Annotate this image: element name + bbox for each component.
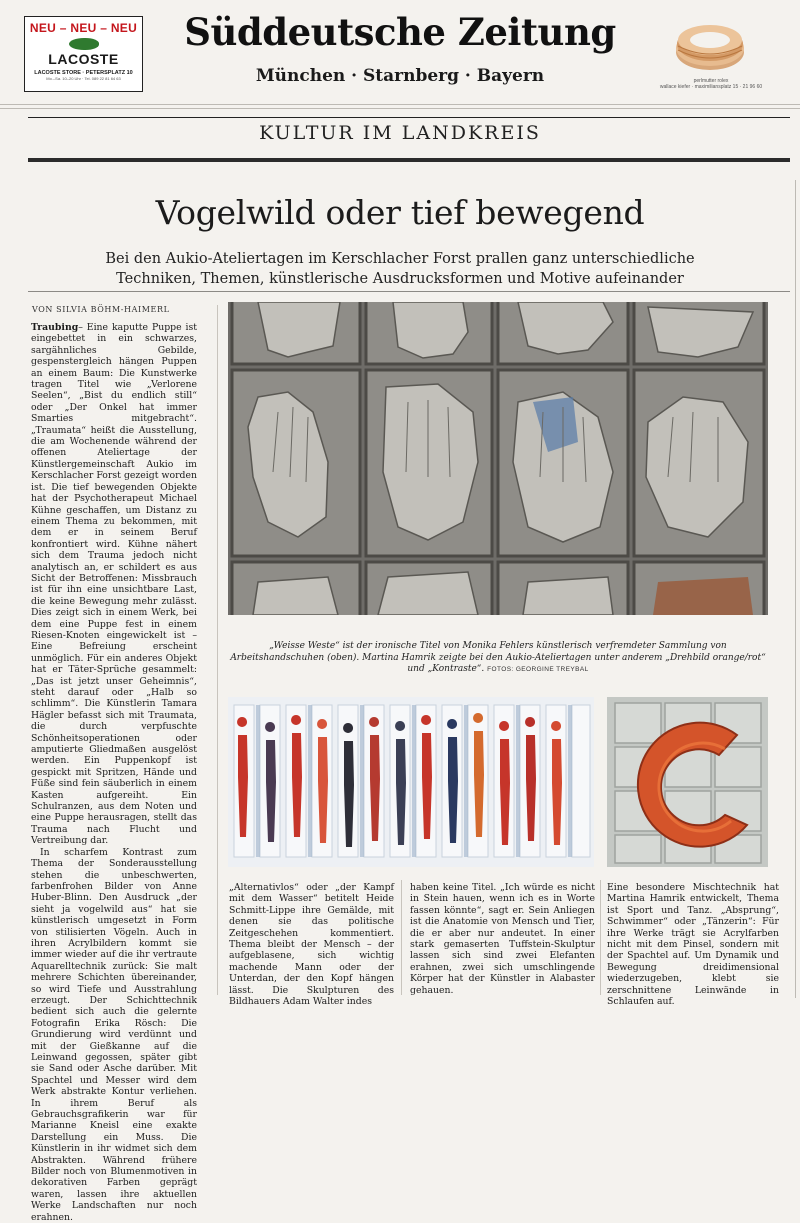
section-rule-top: [28, 117, 790, 118]
paragraph: In scharfem Kontrast zum Thema der Sonderausstellung stehen die unbeschwerten, farbenfrohen Bilder von Anne Huber-Blinn. Den Ausdruck „der sieht ja vogelwild aus“ hat sie künstlerisch umgesetzt in Form von stilisierten Vögeln. Auch in ihren Acrylbildern kommt sie immer wieder auf die ihr vertraute Aquarelltechnik zurück: Sie malt mehrere Schichten übereinander, so wird Tiefe und Ausstrahlung erzeugt. Der Schichttechnik bedient sich auch die gelernte Fotografin Erika Rösch: Die Grundierung wird verdünnt und mit der Gießkanne auf die Leinwand gegossen, später gibt sie Sand oder Asche darüber. Mit Spachtel und Messer wird dem Werk abstrakte Kontur verliehen. In ihrem Beruf als Gebrauchsgrafikerin war für Marianne Kneisl eine exakte Darstellung ein Muss. Die Künstlerin in ihr widmet sich dem Abstrakten. Während frühere Bilder noch von Blumenmotiven in dekorativen Farben geprägt waren, lassen ihre aktuellen Werke Landschaften nur noch erahnen.: [31, 846, 197, 1223]
lacoste-ad[interactable]: [24, 16, 143, 92]
paragraph: „Alternativlos“ oder „der Kampf mit dem Wasser“ betitelt Heide Schmitt-Lippe ihre Gemälde, mit denen sie das politische Zeitgeschehen kommentiert. Thema bleibt der Mensch – der aufgeblasene, sich wichtig machende Mann oder der Unterdan, der den Kopf hängen lässt. Die Skulpturen des Bildhauers Adam Walter indes: [229, 882, 394, 1008]
column-rule: [401, 880, 402, 995]
gloves-photo: [228, 302, 768, 615]
article-column-3: [410, 882, 595, 996]
article-column-1: [31, 322, 197, 1223]
article-column-4: [607, 882, 779, 1007]
ring-ad-caption-line1: perlmutter rolex: [693, 78, 729, 84]
paragraph: haben keine Titel. „Ich würde es nicht in Stein hauen, wenn ich es in Worte fassen könnte“, sagt er. Sein Anliegen ist die Anatomie von Mensch und Tier, die er aber nur andeutet. In einer stark gemaserten Tuffstein-Skulptur lassen sich sind zwei Elefanten erahnen, zwei sich umschlingende Körper hat der Künstler in Alabaster gehauen.: [410, 882, 595, 996]
paragraph-text: – Eine kaputte Puppe ist eingebettet in ein schwarzes, sargähnliches Gebilde, gespenstergleich hängen Puppen an einem Baum: Die Kunstwerke tragen Titel wie „Verlorene Seelen“, „Bist du endlich still“ oder „Der Onkel hat immer Smarties mitgebracht“. „Traumata“ heißt die Ausstellung, die am Wochenende während der offenen Ateliertage der Künstlergemeinschaft Aukio im Kerschlacher Forst gezeigt worden ist. Die tief bewegenden Objekte hat der Psychotherapeut Michael Kühne geschaffen, um Distanz zu einem Thema zu bekommen, mit dem er in seinem Beruf konfrontiert wird. Kühne nähert sich dem Trauma jedoch nicht analytisch an, er schildert es aus Sicht der Betroffenen: Missbrauch ist für ihn eine unsichtbare Last, die keine Bewegung mehr zulässt. Dies zeigt sich in einem Werk, bei dem eine Puppe fest in einem Riesen-Knoten eingewickelt ist – Eine Befreiung erscheint unmöglich. Für ein anderes Objekt hat er Täter-Sprüche gesammelt: „Das ist jetzt unser Geheimnis“, steht darauf oder „Halb so schlimm“. Die Künstlerin Tamara Hägler befasst sich mit Traumata, die durch verpfuschte Schönheitsoperationen oder amputierte Gliedmaßen ausgelöst werden. Ein Puppenkopf ist gespickt mit Spritzen, Hände und Füße sind fein säuberlich in einem Kasten aufgereiht. Ein Schulranzen, aus dem Noten und eine Puppe herausragen, stellt das Trauma nach Flucht und Vertreibung dar.: [31, 322, 197, 847]
section-rule-bottom: [28, 158, 790, 162]
figures-photo: [228, 697, 594, 867]
masthead-subline: München · Starnberg · Bayern: [255, 66, 545, 86]
article-deck: Bei den Aukio-Ateliertagen im Kerschlacher Forst prallen ganz unterschiedliche Techniken, Themen, künstlerische Ausdrucksformen und Motive aufeinander: [105, 251, 695, 287]
article-headline: Vogelwild oder tief bewegend: [155, 193, 645, 232]
paragraph: Eine besondere Mischtechnik hat Martina Hamrik entwickelt, Thema ist Sport und Tanz. „Absprung“, Schwimmer“ oder „Tänzerin“: Für ihre Werke trägt sie Acrylfarben nicht mit dem Pinsel, sondern mit der Spachtel auf. Um Dynamik und Bewegung dreidimensional wiederzugeben, klebt sie zerschnittene Leinwände in Schlaufen auf.: [607, 882, 779, 1008]
masthead-rule: [0, 108, 800, 109]
deck-rule: [28, 291, 790, 292]
kontraste-photo: [607, 697, 768, 867]
crocodile-logo-icon: [69, 38, 99, 50]
ad-store: LACOSTE STORE · PETERSPLATZ 10: [34, 70, 133, 76]
page-edge-rule: [795, 180, 796, 998]
article-column-2: [229, 882, 394, 1007]
dateline: Traubing: [31, 322, 79, 333]
section-title: KULTUR IM LANDKREIS: [259, 122, 541, 144]
ad-hours: Mo.–Sa. 10–20 Uhr · Tel. 089 22 81 64 63: [46, 76, 121, 81]
photo-caption: [228, 641, 768, 676]
paragraph: [31, 322, 197, 847]
ring-ad-caption: [656, 78, 766, 90]
ring-ad-image[interactable]: [672, 18, 748, 76]
masthead-title: Süddeutsche Zeitung: [184, 10, 616, 54]
ring-ad-caption-line2: wallace kiefer · maximiliansplatz 15 · 21 96 60: [659, 84, 763, 90]
masthead-rule: [0, 104, 800, 105]
column-rule: [600, 880, 601, 995]
ad-new-label: NEU – NEU – NEU: [29, 21, 138, 35]
caption-text: „Weisse Weste“ ist der ironische Titel von Monika Fehlers künstlerisch verfremdeter Sammlung von Arbeitshandschuhen (oben). Martina Hamrik zeigte bei den Aukio-Ateliertagen unter anderem „Drehbild orange/rot“ und „Kontraste“.: [230, 641, 766, 674]
column-rule: [217, 305, 218, 995]
byline: VON SILVIA BÖHM-HAIMERL: [32, 305, 170, 314]
photo-credit: FOTOS: GEORGINE TREYBAL: [487, 666, 589, 673]
ad-brand: LACOSTE: [48, 51, 119, 67]
